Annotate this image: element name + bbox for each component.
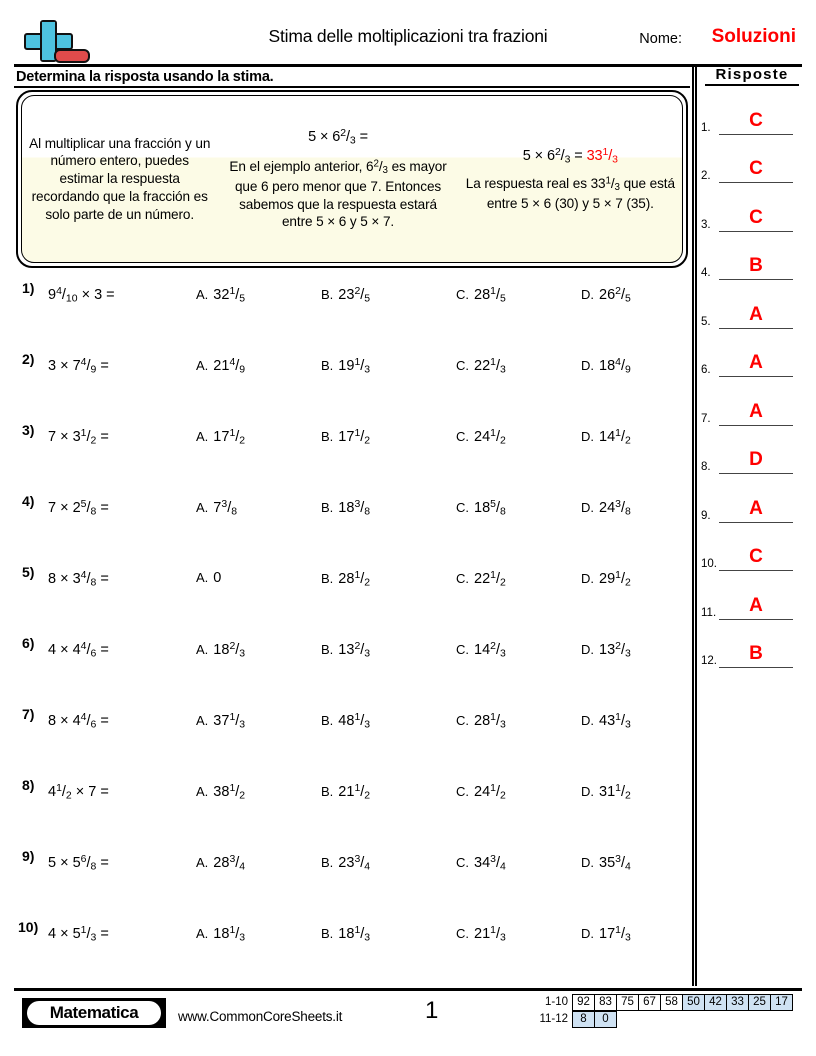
answer-row [700,139,810,184]
question-option[interactable] [196,570,221,586]
answer-row [700,624,810,669]
option-label: D. [581,287,594,302]
option-value: $48^1/3$ [338,712,371,731]
option-value: $38^1/2$ [213,783,246,802]
score-cell: 50 [682,994,705,1011]
question-option[interactable] [581,783,631,801]
answer-value: C [749,546,763,567]
answer-index: 4. [701,267,711,279]
score-row-label: 11-12 [539,1013,568,1025]
option-value: $28^3/4$ [213,854,246,873]
option-label: B. [321,358,334,373]
question-row [16,773,692,844]
option-value: $29^1/2$ [599,570,631,589]
option-label: C. [456,287,469,302]
question-option[interactable] [581,357,631,375]
question-row [16,560,692,631]
score-cell: 67 [638,994,661,1011]
question-row [16,631,692,702]
answer-value: A [749,594,763,616]
answer-index: 5. [701,315,711,328]
option-value: $18^4/9$ [599,357,631,376]
question-option[interactable] [581,570,631,588]
question-option[interactable] [456,357,506,375]
answer-index: 9. [701,509,711,522]
option-value: $14^1/2$ [599,428,631,447]
infobox-col-example [217,123,458,235]
answer-value: A [749,352,763,373]
answer-index: 3. [701,218,711,231]
answer-row [700,527,810,572]
option-label: B. [321,429,334,444]
score-cell: 58 [660,994,683,1011]
option-value: $17^1/2$ [338,428,371,447]
score-row-label: 1-10 [544,996,568,1008]
option-label: D. [581,926,594,941]
question-expression: $4 \times 5^1/3$ = [48,925,109,944]
option-label: D. [581,642,594,657]
question-option[interactable] [581,854,631,872]
option-label: B. [321,926,334,941]
question-option[interactable] [456,570,506,588]
question-expression: $8 \times 4^4/6$ = [48,712,109,731]
question-option[interactable] [321,712,370,730]
answer-index: 11. [701,606,717,619]
answer-row [700,575,810,620]
question-option[interactable] [321,499,370,517]
question-option[interactable] [196,428,245,446]
question-expression: $9^4/10 \times 3$ = [48,286,115,305]
content-answers-divider [692,64,697,986]
question-expression: $7 \times 2^5/8$ = [48,499,109,518]
option-label: D. [581,429,594,444]
question-option[interactable] [321,357,370,375]
instruction-divider [14,86,690,88]
instruction-text: Determina la risposta usando la stima. [16,69,274,85]
answer-value: A [749,497,763,519]
option-label: C. [456,571,469,586]
question-option[interactable] [581,286,631,304]
question-number: 5) [22,564,35,580]
answers-title: Risposte [705,66,799,86]
option-label: A. [196,642,209,657]
answer-index: 6. [701,364,711,376]
option-value: $13^2/3$ [599,641,631,660]
option-label: A. [196,713,209,728]
answer-row [700,284,810,329]
question-option[interactable] [321,428,370,446]
question-number: 7) [22,706,35,722]
option-label: C. [456,784,469,799]
question-option[interactable] [456,428,506,446]
score-cell: 92 [572,994,595,1011]
answer-row [700,430,810,475]
option-label: A. [196,855,209,870]
example-info-box [16,90,688,268]
question-option[interactable] [321,570,370,588]
question-row [16,418,692,489]
option-label: A. [196,287,209,302]
answer-row [700,236,810,281]
header-divider [14,64,802,67]
question-list [16,276,692,986]
question-option[interactable] [581,428,631,446]
score-cell: 17 [770,994,793,1011]
answer-value: C [749,206,763,228]
option-value: $24^3/8$ [599,499,631,518]
question-expression: $3 \times 7^4/9$ = [48,357,109,376]
option-value: $18^3/8$ [338,499,371,518]
answer-index: 12. [701,655,717,667]
page-header [14,18,802,68]
option-value: $35^3/4$ [599,854,631,873]
answer-row [700,381,810,426]
question-row [16,276,692,347]
subject-badge [22,998,166,1028]
score-cell: 8 [572,1011,595,1028]
question-expression: $8 \times 3^4/8$ = [48,570,109,589]
question-option[interactable] [581,925,631,943]
answer-row [700,478,810,523]
option-value: $24^1/2$ [474,428,506,447]
option-label: B. [321,855,334,870]
option-label: B. [321,287,334,302]
score-cell: 0 [594,1011,617,1028]
question-number: 9) [22,848,35,864]
option-value: $28^1/3$ [474,712,506,731]
option-label: C. [456,926,469,941]
option-value: $18^1/3$ [338,925,371,944]
infobox-answer-text: La respuesta real es $33^1/3$ que está entre 5 × 6 (30) y 5 × 7 (35). [465,174,675,211]
option-label: C. [456,713,469,728]
infobox-example-text: En el ejemplo anterior, $6^2/3$ es mayor que 6 pero menor que 7. Entonces sabemos que la respuesta estará entre 5 × 6 y 5 × 7. [229,158,447,230]
answer-row [700,187,810,232]
question-option[interactable] [321,641,370,659]
question-option[interactable] [321,286,370,304]
question-number: 2) [22,351,35,367]
option-value: $32^1/5$ [213,286,246,305]
score-row [528,1011,793,1028]
answer-value: B [749,255,763,276]
question-row [16,347,692,418]
option-label: A. [196,570,209,585]
answer-index: 7. [701,412,711,425]
infobox-example-equation: $5 \times 6^2/3$ = [308,128,368,147]
answer-row [700,90,810,135]
option-label: D. [581,784,594,799]
website-url: www.CommonCoreSheets.it [178,1009,343,1024]
question-option[interactable] [581,712,631,730]
score-cell: 42 [704,994,727,1011]
score-cell: 83 [594,994,617,1011]
option-label: D. [581,855,594,870]
option-value: $31^1/2$ [599,783,631,802]
answers-panel [700,66,810,668]
question-row [16,702,692,773]
option-value: $37^1/3$ [213,712,246,731]
question-option[interactable] [456,499,506,517]
subject-badge-label: Matematica [27,1001,161,1025]
question-option[interactable] [196,357,245,375]
question-option[interactable] [196,641,245,659]
option-label: C. [456,855,469,870]
question-option[interactable] [456,712,506,730]
question-option[interactable] [196,783,245,801]
option-value: $19^1/3$ [338,357,371,376]
question-number: 3) [22,422,35,438]
option-value: $28^1/2$ [338,570,371,589]
answer-value: A [749,400,763,422]
question-option[interactable] [456,641,506,659]
option-label: D. [581,571,594,586]
option-value: $26^2/5$ [599,286,631,305]
score-cell: 25 [748,994,771,1011]
question-row [16,844,692,915]
score-cell: 33 [726,994,749,1011]
question-number: 10) [18,919,39,935]
question-option[interactable] [321,854,370,872]
option-value: 0 [213,570,222,586]
answer-index: 8. [701,461,711,473]
option-value: $18^5/8$ [474,499,506,518]
question-row [16,489,692,560]
option-label: B. [321,784,334,799]
option-label: C. [456,358,469,373]
question-option[interactable] [196,854,245,872]
page-title: Stima delle moltiplicazioni tra frazioni [268,26,548,46]
option-value: $17^1/2$ [213,428,246,447]
option-label: A. [196,429,209,444]
option-value: $22^1/2$ [474,570,506,589]
question-number: 8) [22,777,35,793]
question-option[interactable] [456,286,506,304]
option-value: $21^4/9$ [213,357,246,376]
option-value: $13^2/3$ [338,641,371,660]
answer-index: 1. [701,121,711,134]
answer-value: A [749,303,763,325]
option-label: A. [196,926,209,941]
question-option[interactable] [196,499,237,517]
option-label: C. [456,500,469,515]
question-option[interactable] [321,783,370,801]
option-value: $18^1/3$ [213,925,246,944]
question-expression: $4 \times 4^4/6$ = [48,641,109,660]
option-value: $21^1/3$ [474,925,506,944]
option-label: A. [196,784,209,799]
option-label: B. [321,713,334,728]
score-key [528,994,793,1028]
option-value: $18^2/3$ [213,641,246,660]
infobox-col-explanation: Al multiplicar una fracción y un número entero, puedes estimar la respuesta recordando que la fracción es solo parte de un número. [29,135,211,222]
answer-index: 10. [701,558,717,570]
score-cell: 75 [616,994,639,1011]
option-value: $21^1/2$ [338,783,371,802]
option-value: $7^3/8$ [213,499,238,518]
question-option[interactable] [581,641,631,659]
question-option[interactable] [196,925,245,943]
question-option[interactable] [321,925,370,943]
option-label: B. [321,642,334,657]
answer-index: 2. [701,170,711,182]
question-option[interactable] [456,854,506,872]
question-number: 1) [22,280,35,296]
option-value: $22^1/3$ [474,357,506,376]
option-value: $23^3/4$ [338,854,371,873]
option-label: D. [581,500,594,515]
question-option[interactable] [456,783,506,801]
option-value: $17^1/3$ [599,925,631,944]
option-value: $28^1/5$ [474,286,506,305]
footer-divider [14,988,802,991]
score-row [528,994,793,1011]
question-option[interactable] [581,499,631,517]
answers-list [700,90,810,668]
option-label: A. [196,358,209,373]
infobox-answer-equation: $5 \times 6^2/3 = 33^1/3$ [522,146,618,166]
option-label: D. [581,713,594,728]
question-expression: $5 \times 5^6/8$ = [48,854,109,873]
question-option[interactable] [456,925,506,943]
option-label: A. [196,500,209,515]
answer-row [700,333,810,378]
answer-value: C [749,158,763,179]
infobox-col-answer [459,142,682,216]
option-value: $24^1/2$ [474,783,506,802]
question-expression: $4^1/2 \times 7$ = [48,783,109,802]
option-value: $34^3/4$ [474,854,506,873]
name-label: Nome: [639,31,682,47]
option-label: B. [321,500,334,515]
question-number: 4) [22,493,35,509]
option-label: C. [456,429,469,444]
page-number: 1 [425,997,439,1024]
name-value: Soluzioni [711,26,796,47]
question-expression: $7 \times 3^1/2$ = [48,428,109,447]
option-value: $14^2/3$ [474,641,506,660]
option-value: $23^2/5$ [338,286,371,305]
question-option[interactable] [196,712,245,730]
option-label: D. [581,358,594,373]
question-number: 6) [22,635,35,651]
answer-value: D [749,449,763,470]
option-label: B. [321,571,334,586]
answer-value: C [749,109,763,131]
question-option[interactable] [196,286,245,304]
option-value: $43^1/3$ [599,712,631,731]
answer-value: B [749,643,763,664]
question-row [16,915,692,986]
option-label: C. [456,642,469,657]
